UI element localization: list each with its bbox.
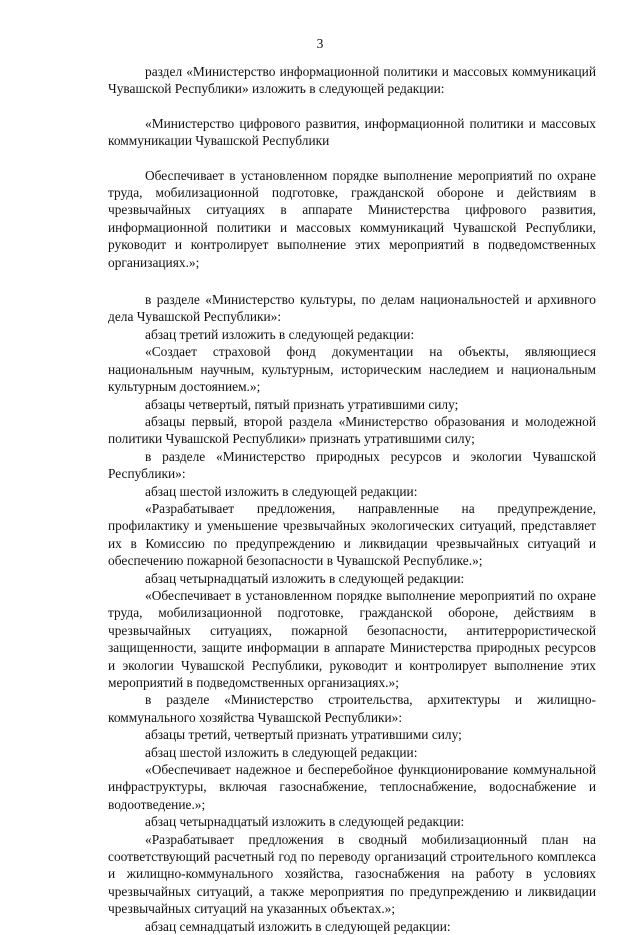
paragraph: «Разрабатывает предложения в сводный мобилизационный план на соответствующий расчетный год по переводу организаций строительного комплекса и жилищно-коммунального хозяйства, газоснабжения на работу в условиях чрезвычайных ситуаций, а также мероприятия по предупреждению и ликвидации чрезвычайных ситуаций на указанных объектах.»; (108, 831, 596, 917)
paragraph: в разделе «Министерство строительства, архитектуры и жилищно-коммунального хозяйства Чувашской Республики»: (108, 692, 596, 725)
paragraph: абзац третий изложить в следующей редакции: (145, 326, 415, 342)
document-body (108, 63, 596, 935)
paragraph: абзацы третий, четвертый признать утратившими силу; (145, 727, 462, 743)
paragraph: «Министерство цифрового развития, информационной политики и массовых коммуникации Чувашской Республики (108, 115, 596, 149)
paragraph: абзацы четвертый, пятый признать утратившими силу; (145, 396, 459, 412)
paragraph: абзац четырнадцатый изложить в следующей редакции: (145, 570, 465, 586)
paragraph: абзацы первый, второй раздела «Министерство образования и молодежной политики Чувашской Республики» признать утратившими силу; (108, 413, 596, 447)
paragraph: раздел «Министерство информационной политики и массовых коммуникаций Чувашской Республики» изложить в следующей редакции: (108, 64, 596, 97)
paragraph: «Обеспечивает в установленном порядке выполнение мероприятий по охране труда, мобилизационной подготовке, гражданской обороне, действиям в чрезвычайных ситуациях, пожарной безопасности, антитеррористической защищенности, защите информации в аппарате Министерства природных ресурсов и экологии Чувашской Республики, руководит и контролирует выполнение этих мероприятий в подведомственных организациях.»; (108, 587, 596, 690)
paragraph: Обеспечивает в установленном порядке выполнение мероприятий по охране труда, мобилизационной подготовке, гражданской обороне и действиям в чрезвычайных ситуациях в аппарате Министерства цифрового развития, информационной политики и массовых коммуникаций Чувашской Республики, руководит и контролирует выполнение этих мероприятий в подведомственных организациях.»; (108, 167, 596, 270)
paragraph: «Создает страховой фонд документации на объекты, являющиеся национальным научным, культурным, историческим наследием и национальным культурным достоянием.»; (108, 344, 596, 395)
paragraph: абзац шестой изложить в следующей редакции: (145, 483, 418, 499)
paragraph: в разделе «Министерство культуры, по делам национальностей и архивного дела Чувашской Республики»: (108, 292, 596, 325)
paragraph: в разделе «Министерство природных ресурсов и экологии Чувашской Республики»: (108, 448, 596, 482)
paragraph: «Обеспечивает надежное и бесперебойное функционирование коммунальной инфраструктуры, включая газоснабжение, теплоснабжение, водоснабжение и водоотведение.»; (108, 762, 596, 812)
paragraph: «Разрабатывает предложения, направленные на предупреждение, профилактику и уменьшение чрезвычайных экологических ситуаций, представляет их в Комиссию по предупреждению и ликвидации чрезвычайных ситуаций и обеспечению пожарной безопасности в Чувашской Республике.»; (108, 500, 596, 569)
page-number: 3 (316, 36, 324, 51)
paragraph: абзац семнадцатый изложить в следующей редакции: (145, 918, 451, 934)
paragraph: абзац шестой изложить в следующей редакции: (145, 744, 418, 760)
paragraph: абзац четырнадцатый изложить в следующей редакции: (145, 814, 465, 830)
